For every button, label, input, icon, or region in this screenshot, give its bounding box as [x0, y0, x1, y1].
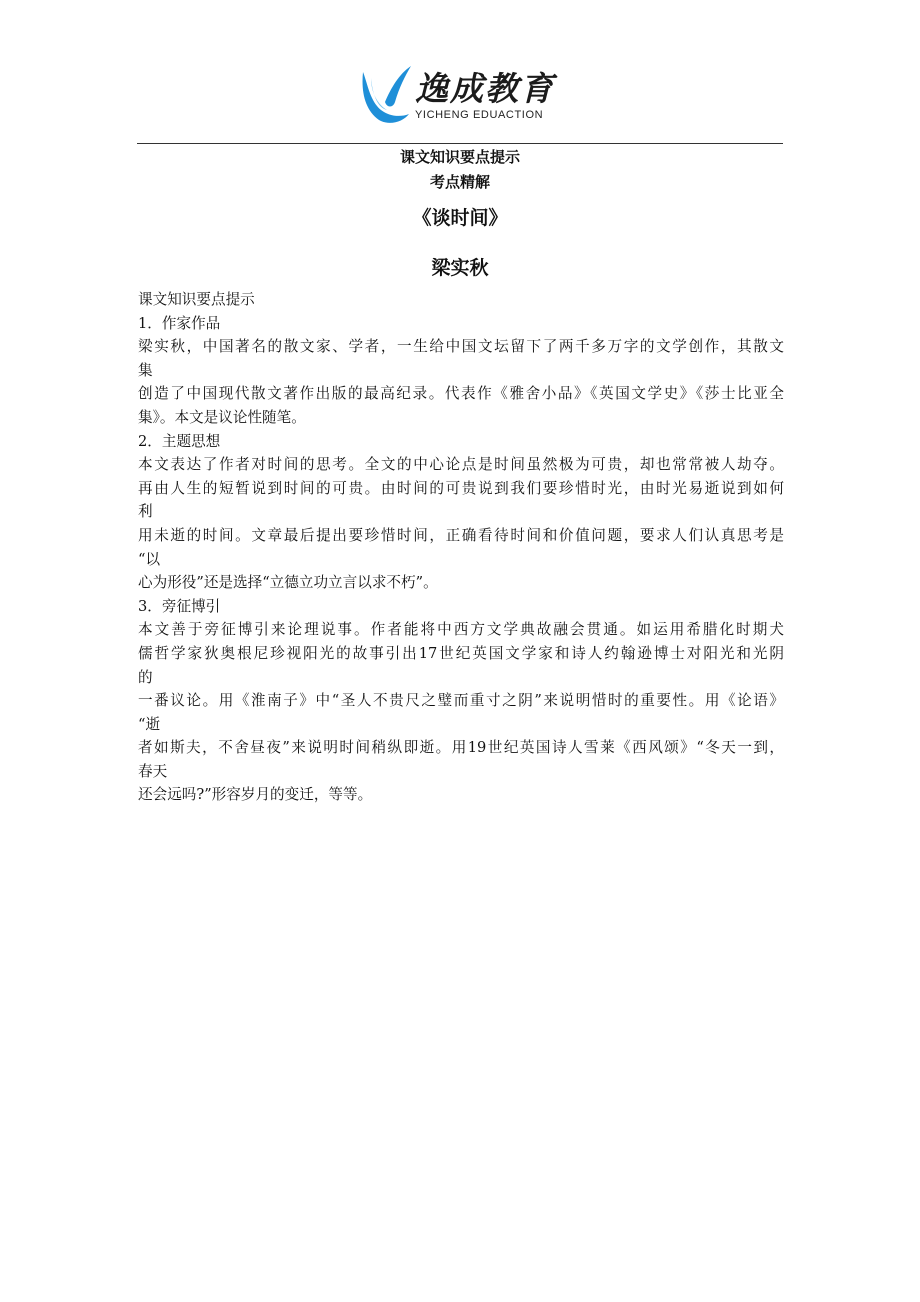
section-title: 课文知识要点提示 — [399, 148, 520, 166]
body-line: 集 — [138, 361, 153, 379]
document-body — [138, 288, 784, 807]
body-line: “以 — [138, 550, 161, 568]
body-line: 3．旁征博引 — [138, 597, 221, 615]
body-line: 本文善于旁征博引来论理说事。作者能将中西方文学典故融会贯通。如运用希腊化时期犬 — [138, 621, 784, 639]
body-line: 用未逝的时间。文章最后提出要珍惜时间，正确看待时间和价值问题，要求人们认真思考是 — [138, 526, 784, 544]
body-line: 梁实秋，中国著名的散文家、学者，一生给中国文坛留下了两千多万字的文学创作，其散文 — [138, 338, 784, 356]
body-line: 课文知识要点提示 — [138, 291, 255, 308]
body-line: 集》。本文是议论性随笔。 — [138, 408, 306, 426]
body-line: 利 — [138, 503, 153, 521]
body-line: 还会远吗?”形容岁月的变迁，等等。 — [138, 786, 373, 804]
sub-title: 考点精解 — [429, 173, 490, 191]
body-line: “逝 — [138, 715, 161, 733]
body-line: 再由人生的短暂说到时间的可贵。由时间的可贵说到我们要珍惜时光，由时光易逝说到如何 — [138, 479, 784, 497]
author-name: 梁实秋 — [431, 257, 489, 279]
body-line: 一番议论。用《淮南子》中“圣人不贵尺之璧而重寸之阴”来说明惜时的重要性。用《论语》 — [138, 692, 784, 710]
logo-english-name: YICHENG EDUACTION — [415, 109, 544, 121]
body-line: 者如斯夫，不舍昼夜”来说明时间稍纵即逝。用19世纪英国诗人雪莱《西风颂》“冬天一到， — [138, 739, 784, 757]
company-logo — [355, 62, 570, 126]
body-line: 2．主题思想 — [138, 432, 221, 450]
body-line: 本文表达了作者对时间的思考。全文的中心论点是时间虽然极为可贵，却也常常被人劫夺。 — [138, 456, 784, 474]
body-line: 的 — [138, 668, 153, 686]
header-divider — [137, 143, 783, 144]
body-line: 创造了中国现代散文著作出版的最高纪录。代表作《雅舍小品》《英国文学史》《莎士比亚全 — [138, 385, 784, 403]
body-line: 1．作家作品 — [138, 314, 221, 332]
body-line: 儒哲学家狄奥根尼珍视阳光的故事引出17世纪英国文学家和诗人约翰逊博士对阳光和光阴 — [138, 644, 784, 662]
body-line: 心为形役”还是选择“立德立功立言以求不朽”。 — [138, 574, 438, 592]
article-title: 《谈时间》 — [412, 207, 508, 229]
yicheng-swoosh-icon — [355, 62, 413, 126]
logo-chinese-name: 逸成教育 — [415, 69, 555, 108]
body-line: 春天 — [138, 762, 168, 780]
